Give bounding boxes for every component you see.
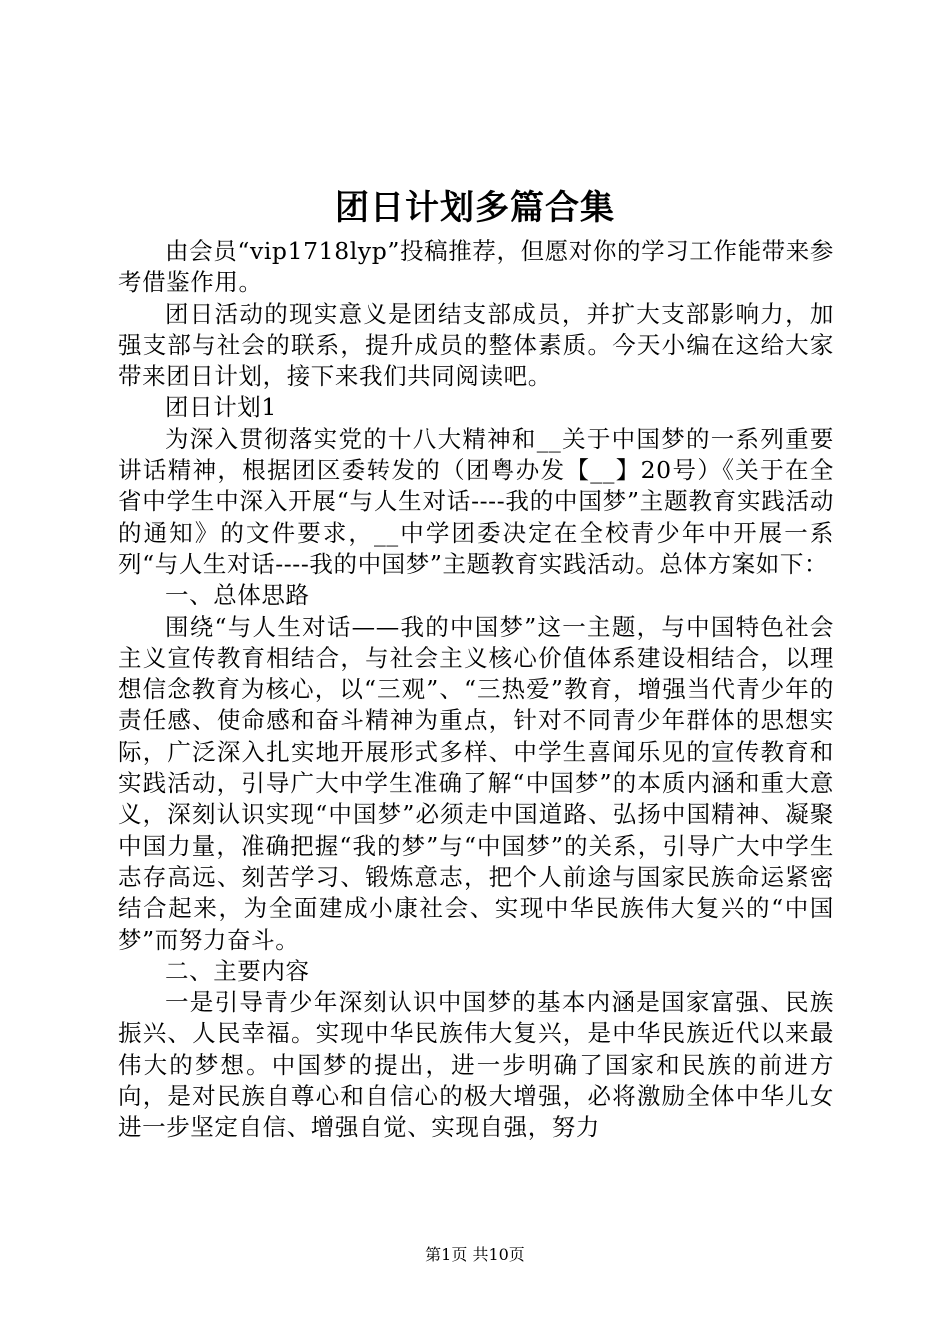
paragraph-main-content: 一是引导青少年深刻认识中国梦的基本内涵是国家富强、民族振兴、人民幸福。实现中华民族伟大复兴，是中华民族近代以来最伟大的梦想。中国梦的提出，进一步明确了国家和民族的前进方向，是对民族自尊心和自信心的极大增强，必将激励全体中华儿女进一步坚定自信、增强自觉、实现自强，努力 — [118, 988, 834, 1142]
section-heading-plan-1: 团日计划1 — [165, 393, 277, 422]
paragraph-intro: 由会员“vip1718lyp”投稿推荐，但愿对你的学习工作能带来参考借鉴作用。 — [118, 237, 834, 297]
page-footer: 第1页 共10页 — [425, 1245, 525, 1264]
paragraph-significance: 团日活动的现实意义是团结支部成员，并扩大支部影响力，加强支部与社会的联系，提升成员的整体素质。今天小编在这给大家带来团日计划，接下来我们共同阅读吧。 — [118, 299, 834, 391]
section-heading-overall-approach: 一、总体思路 — [165, 581, 310, 610]
paragraph-plan-background: 为深入贯彻落实党的十八大精神和__关于中国梦的一系列重要讲话精神，根据团区委转发的（团粤办发【__】20号）《关于在全省中学生中深入开展“与人生对话----我的中国梦”主题教育实践活动的通知》的文件要求，__中学团委决定在全校青少年中开展一系列“与人生对话----我的中国梦”主题教育实践活动。总体方案如下： — [118, 424, 834, 578]
document-body — [118, 236, 834, 1144]
document-title: 团日计划多篇合集 — [335, 188, 615, 228]
section-heading-main-content: 二、主要内容 — [165, 956, 310, 985]
paragraph-overall-approach: 围绕“与人生对话——我的中国梦”这一主题，与中国特色社会主义宣传教育相结合，与社会主义核心价值体系建设相结合，以理想信念教育为核心，以“三观”、“三热爱”教育，增强当代青少年的责任感、使命感和奋斗精神为重点，针对不同青少年群体的思想实际，广泛深入扎实地开展形式多样、中学生喜闻乐见的宣传教育和实践活动，引导广大中学生准确了解“中国梦”的本质内涵和重大意义，深刻认识实现“中国梦”必须走中国道路、弘扬中国精神、凝聚中国力量，准确把握“我的梦”与“中国梦”的关系，引导广大中学生志存高远、刻苦学习、锻炼意志，把个人前途与国家民族命运紧密结合起来，为全面建成小康社会、实现中华民族伟大复兴的“中国梦”而努力奋斗。 — [118, 612, 834, 954]
